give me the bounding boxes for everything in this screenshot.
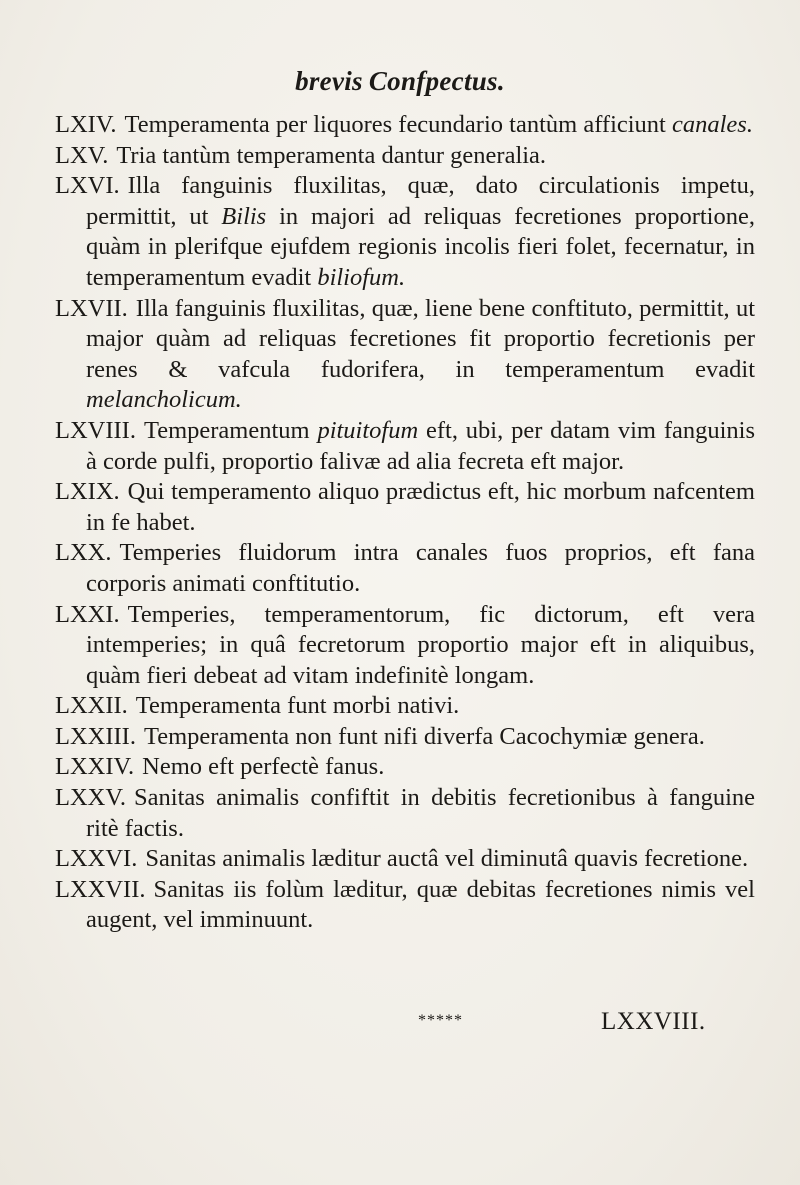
- aphorism-term: biliofum.: [317, 263, 406, 291]
- aphorism-entry: [55, 110, 755, 141]
- aphorism-text: Temperies fluidorum intra canales fuos proprios, eft fana corporis animati conftitutio.: [86, 539, 755, 597]
- aphorism-text: in majori ad reliquas fecretiones proportione, quàm in plerifque ejufdem regionis incolis fieri folet, fecernatur, in temperamentum evadit: [86, 202, 755, 291]
- aphorism-text: Sanitas iis folùm læditur, quæ debitas fecretiones nimis vel augent, vel imminuunt.: [86, 875, 755, 934]
- aphorism-term: canales.: [672, 111, 753, 138]
- aphorism-number: LXXIV.: [55, 753, 135, 781]
- aphorism-entry: [55, 294, 755, 416]
- running-head-lead: brevis: [295, 66, 363, 96]
- aphorism-text: Temperamentum: [143, 416, 318, 444]
- running-head: [0, 66, 800, 97]
- aphorism-text: Tria tantùm temperamenta dantur generalia.: [116, 141, 547, 169]
- aphorism-entry: [55, 600, 755, 692]
- aphorism-number: LXXVI.: [55, 845, 138, 873]
- aphorism-text: Temperies, temperamentorum, fic dictorum, eft vera intemperies; in quâ fecretorum proportio major eft in aliquibus, quàm fieri debeat ad vitam indefinitè longam.: [86, 600, 755, 689]
- aphorism-entry: [55, 752, 755, 783]
- aphorism-entry: [55, 141, 755, 172]
- aphorism-number: LXVIII.: [55, 416, 136, 444]
- aphorism-number: LXIX.: [55, 478, 120, 506]
- aphorism-term: Bilis: [221, 202, 267, 230]
- aphorism-number: LXVI.: [55, 172, 120, 200]
- aphorism-text: Illa fanguinis fluxilitas, quæ, dato circulationis impetu, permittit, ut: [86, 172, 755, 230]
- aphorism-text: Temperamenta funt morbi nativi.: [135, 692, 460, 720]
- aphorism-number: LXXVII.: [55, 875, 146, 903]
- aphorism-text: Illa fanguinis fluxilitas, quæ, liene bene conftituto, permittit, ut major quàm ad reliquas fecretiones fit proportio fecretionis per renes & vafcula fudorifera, in temperamentum evadit: [86, 294, 755, 383]
- aphorism-entry: [55, 538, 755, 599]
- asterism-ornament: *****: [418, 1012, 463, 1029]
- aphorism-number: LXIV.: [55, 111, 117, 138]
- aphorism-text: Sanitas animalis confiftit in debitis fecretionibus à fanguine ritè factis.: [86, 784, 755, 842]
- aphorism-entry: [55, 844, 755, 875]
- aphorism-number: LXXV.: [55, 784, 127, 812]
- aphorism-list: [55, 110, 755, 936]
- aphorism-term: melancholicum.: [86, 386, 242, 414]
- aphorism-entry: [55, 416, 755, 477]
- aphorism-entry: [55, 783, 755, 844]
- page-footer: [0, 1008, 800, 1042]
- running-head-title: Confpectus.: [368, 66, 505, 96]
- aphorism-number: LXX.: [55, 539, 112, 567]
- aphorism-number: LXXI.: [55, 600, 120, 628]
- aphorism-text: eft, ubi, per datam vim fanguinis à corde pulfi, proportio falivæ ad alia fecreta eft major.: [86, 416, 756, 475]
- aphorism-text: Temperamenta non funt nifi diverfa Cacochymiæ genera.: [143, 722, 705, 750]
- aphorism-entry: [55, 171, 755, 293]
- aphorism-number: LXV.: [55, 141, 109, 169]
- aphorism-entry: [55, 477, 755, 538]
- aphorism-text: Sanitas animalis læditur auctâ vel diminutâ quavis fecretione.: [145, 845, 749, 873]
- aphorism-number: LXVII.: [55, 294, 128, 322]
- aphorism-text: Temperamenta per liquores fecundario tantùm afficiunt: [124, 111, 672, 138]
- aphorism-entry: [55, 875, 755, 936]
- aphorism-entry: [55, 722, 755, 753]
- aphorism-term: pituitofum: [317, 416, 419, 444]
- catchword: LXXVIII.: [601, 1008, 706, 1035]
- aphorism-text: Qui temperamento aliquo prædictus eft, hic morbum nafcentem in fe habet.: [86, 478, 755, 536]
- aphorism-number: LXXIII.: [55, 722, 136, 750]
- aphorism-entry: [55, 691, 755, 722]
- aphorism-number: LXXII.: [55, 692, 128, 720]
- aphorism-text: Nemo eft perfectè fanus.: [142, 753, 385, 781]
